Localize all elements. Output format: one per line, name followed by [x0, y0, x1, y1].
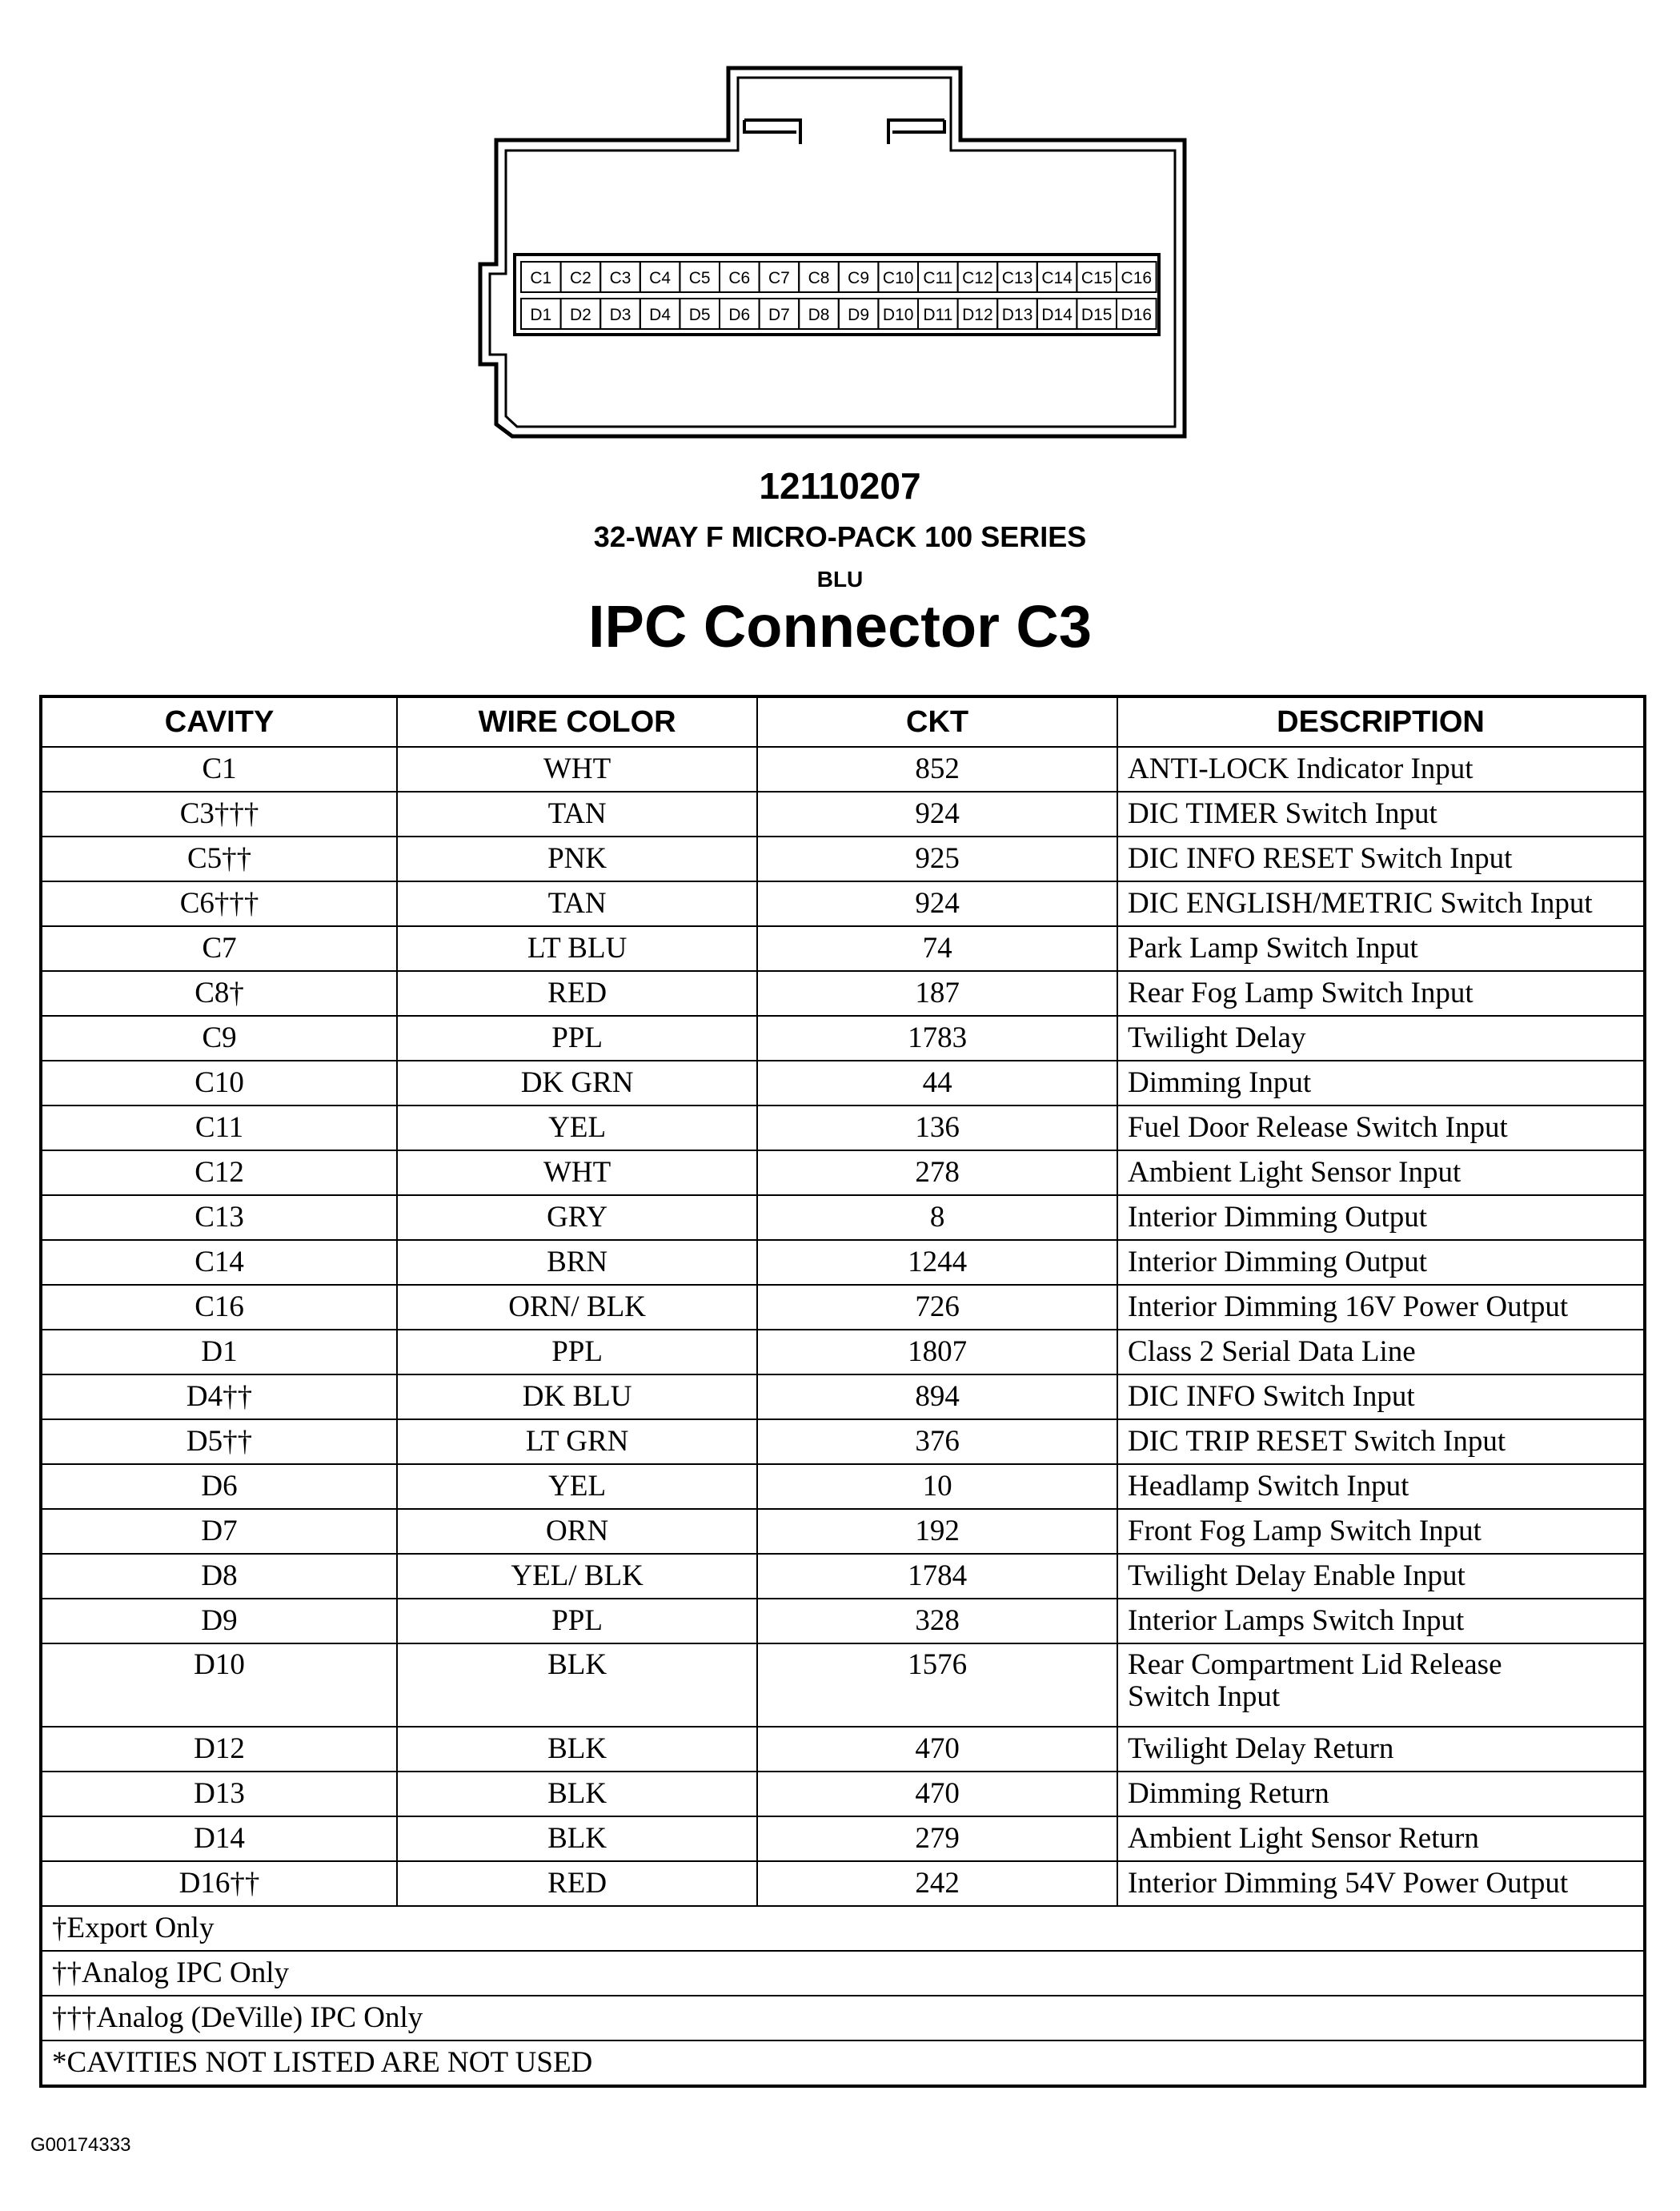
ckt-cell: 925 — [757, 837, 1117, 881]
cavity-label: C16 — [1121, 269, 1153, 287]
wire-color-cell: YEL/ BLK — [397, 1554, 757, 1599]
header-description: DESCRIPTION — [1117, 696, 1645, 747]
cavity-cell: C5†† — [41, 837, 397, 881]
description-cell — [1117, 1599, 1645, 1643]
ckt-cell: 726 — [757, 1285, 1117, 1330]
description-cell — [1117, 926, 1645, 971]
table-row — [41, 1816, 1645, 1861]
description-cell — [1117, 1554, 1645, 1599]
cavity-label: C15 — [1081, 269, 1113, 287]
header-wire-color: WIRE COLOR — [397, 696, 757, 747]
cavity-cell: D8 — [41, 1554, 397, 1599]
description-text: Front Fog Lamp Switch Input — [1128, 1515, 1482, 1547]
wire-color-cell: DK GRN — [397, 1061, 757, 1106]
description-cell — [1117, 1330, 1645, 1374]
table-row — [41, 1106, 1645, 1150]
wire-color-cell: RED — [397, 1861, 757, 1906]
table-row — [41, 1772, 1645, 1816]
cavity-cell: D13 — [41, 1772, 397, 1816]
connector-color: BLU — [816, 567, 864, 592]
wire-color-cell: BLK — [397, 1816, 757, 1861]
table-row — [41, 1150, 1645, 1195]
connector-housing-inner — [490, 78, 1175, 427]
ckt-cell: 187 — [757, 971, 1117, 1016]
table-row — [41, 747, 1645, 792]
footnote-row — [41, 1951, 1645, 1996]
wire-color-cell: TAN — [397, 792, 757, 837]
cavity-cell: D14 — [41, 1816, 397, 1861]
cavity-cell: C6††† — [41, 881, 397, 926]
description-cell — [1117, 747, 1645, 792]
footnote: *CAVITIES NOT LISTED ARE NOT USED — [41, 2040, 1645, 2086]
ckt-cell: 10 — [757, 1464, 1117, 1509]
description-cell — [1117, 1419, 1645, 1464]
cavity-label: D6 — [728, 306, 751, 324]
connector-housing-outline — [480, 68, 1185, 436]
description-cell — [1117, 1285, 1645, 1330]
ckt-cell: 470 — [757, 1727, 1117, 1772]
wire-color-cell: YEL — [397, 1464, 757, 1509]
latch-right — [888, 120, 944, 144]
cavity-label: C4 — [649, 269, 672, 287]
description-text: Interior Dimming 54V Power Output — [1128, 1867, 1569, 1900]
ckt-cell: 376 — [757, 1419, 1117, 1464]
cavity-label: C11 — [923, 269, 953, 287]
footnote: ††Analog IPC Only — [41, 1951, 1645, 1996]
ckt-cell: 8 — [757, 1195, 1117, 1240]
description-text-line2: Switch Input — [1128, 1680, 1281, 1713]
table-row — [41, 926, 1645, 971]
description-text: Rear Compartment Lid Release — [1128, 1648, 1502, 1681]
table-row — [41, 1554, 1645, 1599]
wire-color-cell: BLK — [397, 1727, 757, 1772]
cavity-label: C3 — [609, 269, 632, 287]
wire-color-cell: LT BLU — [397, 926, 757, 971]
wire-color-cell: BRN — [397, 1240, 757, 1285]
wire-color-cell: GRY — [397, 1195, 757, 1240]
description-text: Twilight Delay Enable Input — [1128, 1559, 1465, 1592]
description-cell — [1117, 1509, 1645, 1554]
ckt-cell: 924 — [757, 792, 1117, 837]
cavity-label: C2 — [569, 269, 591, 287]
description-cell — [1117, 1772, 1645, 1816]
footnote-row — [41, 1906, 1645, 1951]
ckt-cell: 470 — [757, 1772, 1117, 1816]
cavity-label: C14 — [1041, 269, 1073, 287]
wire-color-cell: ORN/ BLK — [397, 1285, 757, 1330]
cavity-label: C1 — [530, 269, 552, 287]
table-row — [41, 881, 1645, 926]
cavity-cell: D12 — [41, 1727, 397, 1772]
table-row — [41, 1240, 1645, 1285]
description-text: Park Lamp Switch Input — [1128, 932, 1418, 965]
ckt-cell: 894 — [757, 1374, 1117, 1419]
ckt-cell: 242 — [757, 1861, 1117, 1906]
ckt-cell: 328 — [757, 1599, 1117, 1643]
pinout-table — [39, 695, 1646, 2088]
cavity-label: C12 — [962, 269, 993, 287]
cavity-label: C9 — [848, 269, 870, 287]
cavity-cell: D16†† — [41, 1861, 397, 1906]
footnote: †Export Only — [41, 1906, 1645, 1951]
cavity-cell: D10 — [41, 1643, 397, 1727]
table-row — [41, 1061, 1645, 1106]
cavity-label: D14 — [1041, 306, 1073, 324]
table-row — [41, 1599, 1645, 1643]
wire-color-cell: ORN — [397, 1509, 757, 1554]
cavity-cell: C11 — [41, 1106, 397, 1150]
wire-color-cell: WHT — [397, 747, 757, 792]
wire-color-cell: WHT — [397, 1150, 757, 1195]
cavity-label: D16 — [1121, 306, 1153, 324]
ckt-cell: 1807 — [757, 1330, 1117, 1374]
cavity-cell: D6 — [41, 1464, 397, 1509]
ckt-cell: 44 — [757, 1061, 1117, 1106]
description-cell — [1117, 792, 1645, 837]
description-cell — [1117, 1106, 1645, 1150]
cavity-cell: C10 — [41, 1061, 397, 1106]
cavity-cell: C16 — [41, 1285, 397, 1330]
ckt-cell: 852 — [757, 747, 1117, 792]
connector-series: 32-WAY F MICRO-PACK 100 SERIES — [593, 520, 1087, 553]
table-row — [41, 1727, 1645, 1772]
cavity-cell: C3††† — [41, 792, 397, 837]
cavity-cell: C8† — [41, 971, 397, 1016]
wire-color-cell: LT GRN — [397, 1419, 757, 1464]
page-title: IPC Connector C3 — [587, 593, 1093, 660]
description-text: DIC INFO Switch Input — [1128, 1380, 1415, 1413]
description-cell — [1117, 1727, 1645, 1772]
ckt-cell: 924 — [757, 881, 1117, 926]
cavity-label: D7 — [768, 306, 790, 324]
cavity-label: C8 — [808, 269, 830, 287]
figure-id: G00174333 — [30, 2134, 131, 2156]
header-ckt: CKT — [757, 696, 1117, 747]
cavity-label: C6 — [728, 269, 751, 287]
ckt-cell: 1784 — [757, 1554, 1117, 1599]
cavity-label: C13 — [1001, 269, 1033, 287]
wire-color-cell: BLK — [397, 1772, 757, 1816]
table-row — [41, 1195, 1645, 1240]
ckt-cell: 278 — [757, 1150, 1117, 1195]
description-cell — [1117, 1374, 1645, 1419]
description-text: DIC ENGLISH/METRIC Switch Input — [1128, 887, 1593, 920]
cavity-cell: C7 — [41, 926, 397, 971]
footnote: †††Analog (DeVille) IPC Only — [41, 1996, 1645, 2040]
description-cell — [1117, 1016, 1645, 1061]
cavity-cell: D7 — [41, 1509, 397, 1554]
cavity-label: C5 — [688, 269, 711, 287]
table-row — [41, 1330, 1645, 1374]
wire-color-cell: PNK — [397, 837, 757, 881]
table-body — [41, 747, 1645, 2086]
description-cell — [1117, 1464, 1645, 1509]
cavity-cell: D4†† — [41, 1374, 397, 1419]
cavity-label: D8 — [808, 306, 830, 324]
header-cavity: CAVITY — [41, 696, 397, 747]
description-cell — [1117, 1240, 1645, 1285]
cavity-label: C7 — [768, 269, 790, 287]
ckt-cell: 136 — [757, 1106, 1117, 1150]
description-text: DIC TIMER Switch Input — [1128, 797, 1437, 830]
latch-left — [744, 120, 800, 144]
wire-color-cell: TAN — [397, 881, 757, 926]
description-cell — [1117, 1816, 1645, 1861]
table-row — [41, 1509, 1645, 1554]
cavity-cell: C9 — [41, 1016, 397, 1061]
table-row — [41, 1016, 1645, 1061]
description-text: Headlamp Switch Input — [1128, 1470, 1409, 1503]
description-text: Twilight Delay — [1128, 1021, 1306, 1054]
table-row — [41, 837, 1645, 881]
table-row — [41, 792, 1645, 837]
cavity-cell: C13 — [41, 1195, 397, 1240]
description-cell — [1117, 1195, 1645, 1240]
table-header-row — [41, 696, 1645, 747]
footnote-row — [41, 1996, 1645, 2040]
description-text: Interior Lamps Switch Input — [1128, 1604, 1465, 1637]
cavity-label: D9 — [848, 306, 870, 324]
ckt-cell: 279 — [757, 1816, 1117, 1861]
description-text: DIC TRIP RESET Switch Input — [1128, 1425, 1506, 1458]
ckt-cell: 1576 — [757, 1643, 1117, 1727]
ckt-cell: 1783 — [757, 1016, 1117, 1061]
description-text: Interior Dimming 16V Power Output — [1128, 1290, 1569, 1323]
cavity-label: D1 — [530, 306, 552, 324]
ckt-cell: 74 — [757, 926, 1117, 971]
table-row — [41, 1285, 1645, 1330]
cavity-label: D4 — [649, 306, 672, 324]
table-row — [41, 1464, 1645, 1509]
cavity-label: D10 — [882, 306, 914, 324]
wire-color-cell: YEL — [397, 1106, 757, 1150]
wire-color-cell: PPL — [397, 1330, 757, 1374]
description-cell — [1117, 1061, 1645, 1106]
description-text: Interior Dimming Output — [1128, 1201, 1428, 1234]
table-row — [41, 1419, 1645, 1464]
table-row — [41, 971, 1645, 1016]
cavity-label: D2 — [569, 306, 591, 324]
description-cell — [1117, 971, 1645, 1016]
cavity-cell: C12 — [41, 1150, 397, 1195]
connector-diagram — [0, 0, 1680, 448]
cavity-cell: C14 — [41, 1240, 397, 1285]
table-row — [41, 1374, 1645, 1419]
wire-color-cell: BLK — [397, 1643, 757, 1727]
description-text: Fuel Door Release Switch Input — [1128, 1111, 1508, 1144]
footnote-row — [41, 2040, 1645, 2086]
cavity-cell: D5†† — [41, 1419, 397, 1464]
description-text: Ambient Light Sensor Input — [1128, 1156, 1461, 1189]
description-cell — [1117, 1861, 1645, 1906]
description-cell — [1117, 881, 1645, 926]
cavity-label: D12 — [962, 306, 993, 324]
part-number: 12110207 — [759, 465, 921, 507]
cavity-label: D3 — [609, 306, 632, 324]
description-text: Dimming Return — [1128, 1777, 1329, 1810]
wire-color-cell: PPL — [397, 1599, 757, 1643]
description-text: Class 2 Serial Data Line — [1128, 1335, 1416, 1368]
description-cell — [1117, 837, 1645, 881]
description-text: Twilight Delay Return — [1128, 1732, 1394, 1765]
cavity-label: C10 — [882, 269, 914, 287]
description-text: Dimming Input — [1128, 1066, 1312, 1099]
description-cell — [1117, 1643, 1645, 1727]
table-row — [41, 1643, 1645, 1727]
ckt-cell: 1244 — [757, 1240, 1117, 1285]
table-row — [41, 1861, 1645, 1906]
description-text: Interior Dimming Output — [1128, 1246, 1428, 1278]
description-text: ANTI-LOCK Indicator Input — [1128, 752, 1474, 785]
description-cell — [1117, 1150, 1645, 1195]
wire-color-cell: RED — [397, 971, 757, 1016]
cavity-label: D5 — [688, 306, 711, 324]
cavity-cells — [521, 262, 1157, 329]
description-text: Rear Fog Lamp Switch Input — [1128, 977, 1474, 1009]
cavity-label: D11 — [923, 306, 953, 324]
ckt-cell: 192 — [757, 1509, 1117, 1554]
cavity-cell: D1 — [41, 1330, 397, 1374]
cavity-label: D13 — [1001, 306, 1033, 324]
description-text: DIC INFO RESET Switch Input — [1128, 842, 1513, 875]
wire-color-cell: DK BLU — [397, 1374, 757, 1419]
description-text: Ambient Light Sensor Return — [1128, 1822, 1479, 1855]
cavity-cell: C1 — [41, 747, 397, 792]
cavity-cell: D9 — [41, 1599, 397, 1643]
wire-color-cell: PPL — [397, 1016, 757, 1061]
cavity-label: D15 — [1081, 306, 1113, 324]
